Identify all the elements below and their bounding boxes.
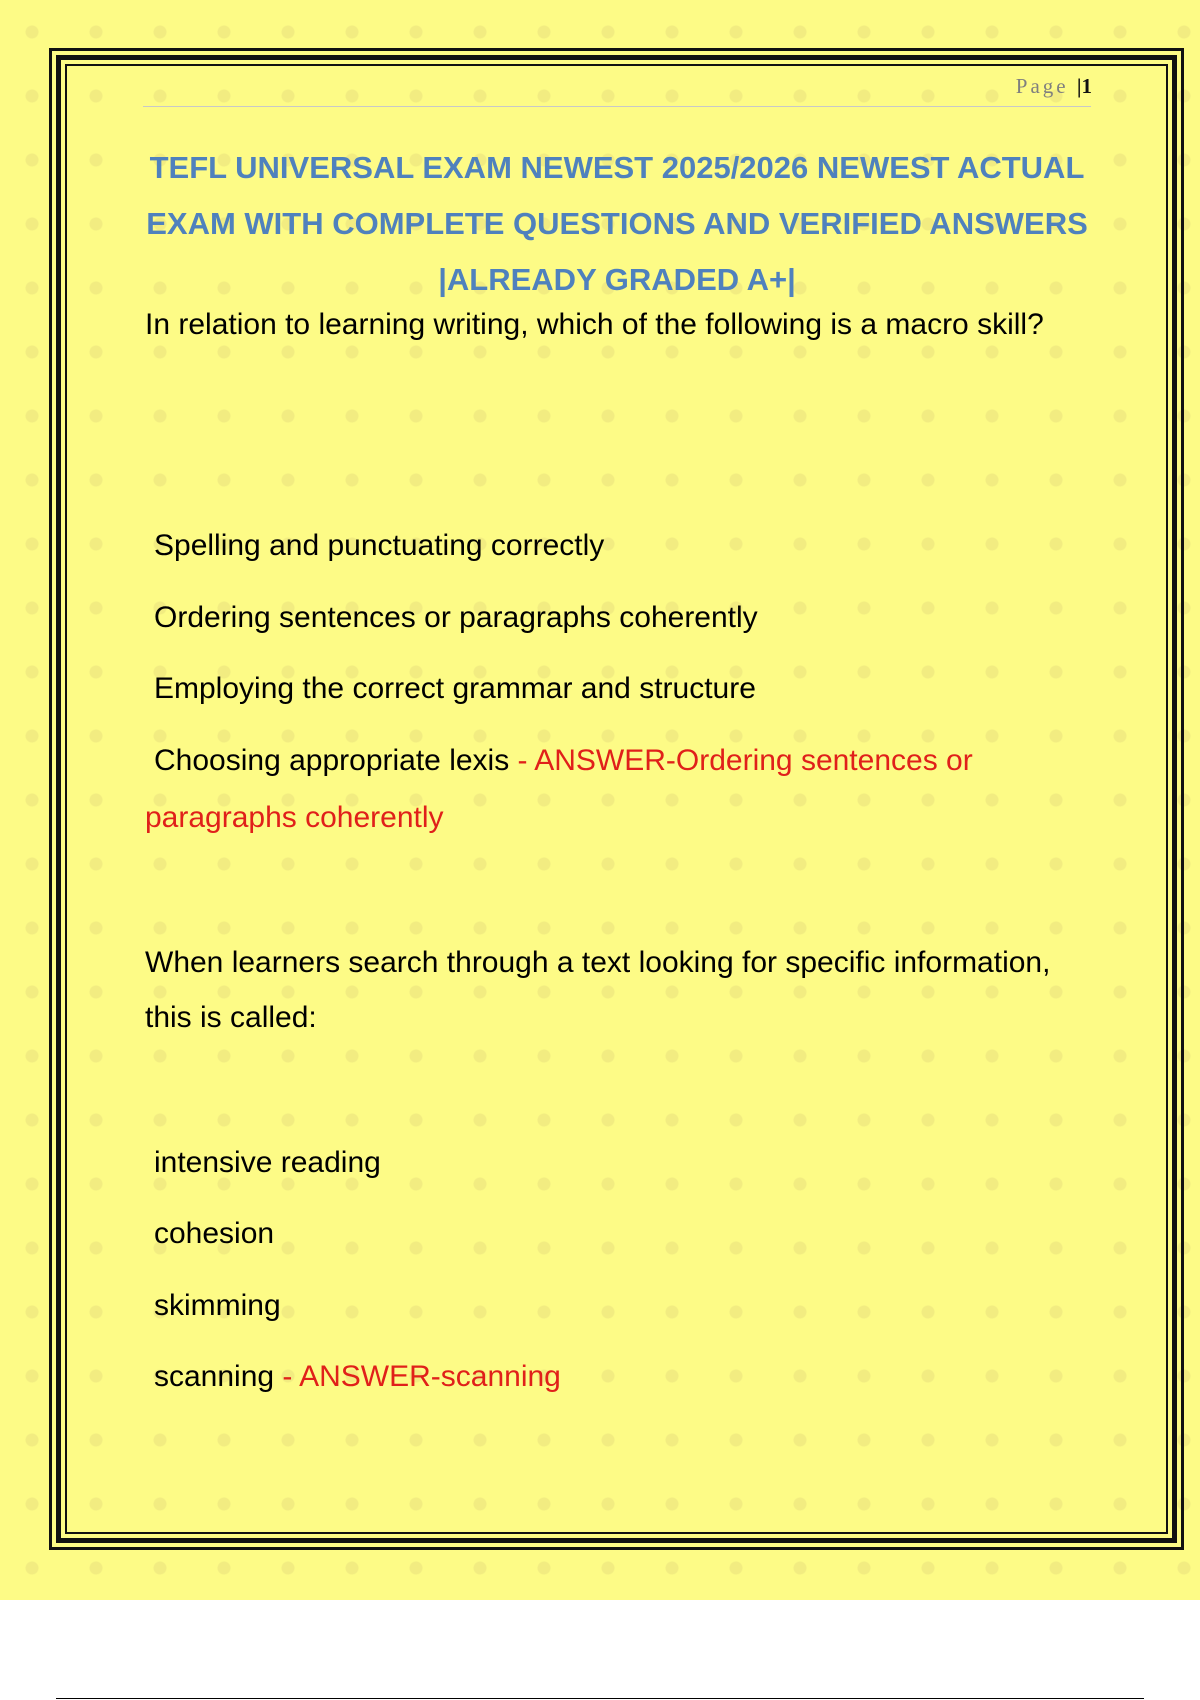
question-1-option-4-line [154, 741, 973, 781]
question-2-option-4-line [154, 1357, 561, 1397]
page-divider [56, 1698, 1144, 1699]
page-number-value: 1 [1081, 74, 1092, 98]
question-2-option-2: cohesion [154, 1217, 275, 1250]
page-label: Page [1015, 74, 1069, 98]
question-2-answer: - ANSWER-scanning [274, 1360, 561, 1393]
question-1-option-4: Choosing appropriate lexis [154, 744, 510, 777]
header-rule [143, 106, 1091, 107]
question-1-option-1: Spelling and punctuating correctly [154, 529, 605, 562]
question-2-option-1: intensive reading [154, 1146, 381, 1179]
question-1-answer: - ANSWER-Ordering sentences or [509, 744, 973, 777]
question-1-answer-continued: paragraphs coherently [145, 801, 444, 834]
document-title: TEFL UNIVERSAL EXAM NEWEST 2025/2026 NEWEST ACTUAL EXAM WITH COMPLETE QUESTIONS AND VERIFIED ANSWERS |ALREADY GRADED A+| [146, 150, 1088, 297]
page-separator: | [1076, 74, 1082, 98]
question-1-option-2: Ordering sentences or paragraphs coherently [154, 601, 758, 634]
question-2-option-4: scanning [154, 1360, 275, 1393]
question-2: When learners search through a text looking for specific information, this is called: [145, 946, 1051, 1034]
page-number [1016, 74, 1092, 99]
question-1-option-3: Employing the correct grammar and structure [154, 672, 756, 705]
question-2-option-3: skimming [154, 1289, 281, 1322]
question-1: In relation to learning writing, which of the following is a macro skill? [145, 308, 1044, 341]
